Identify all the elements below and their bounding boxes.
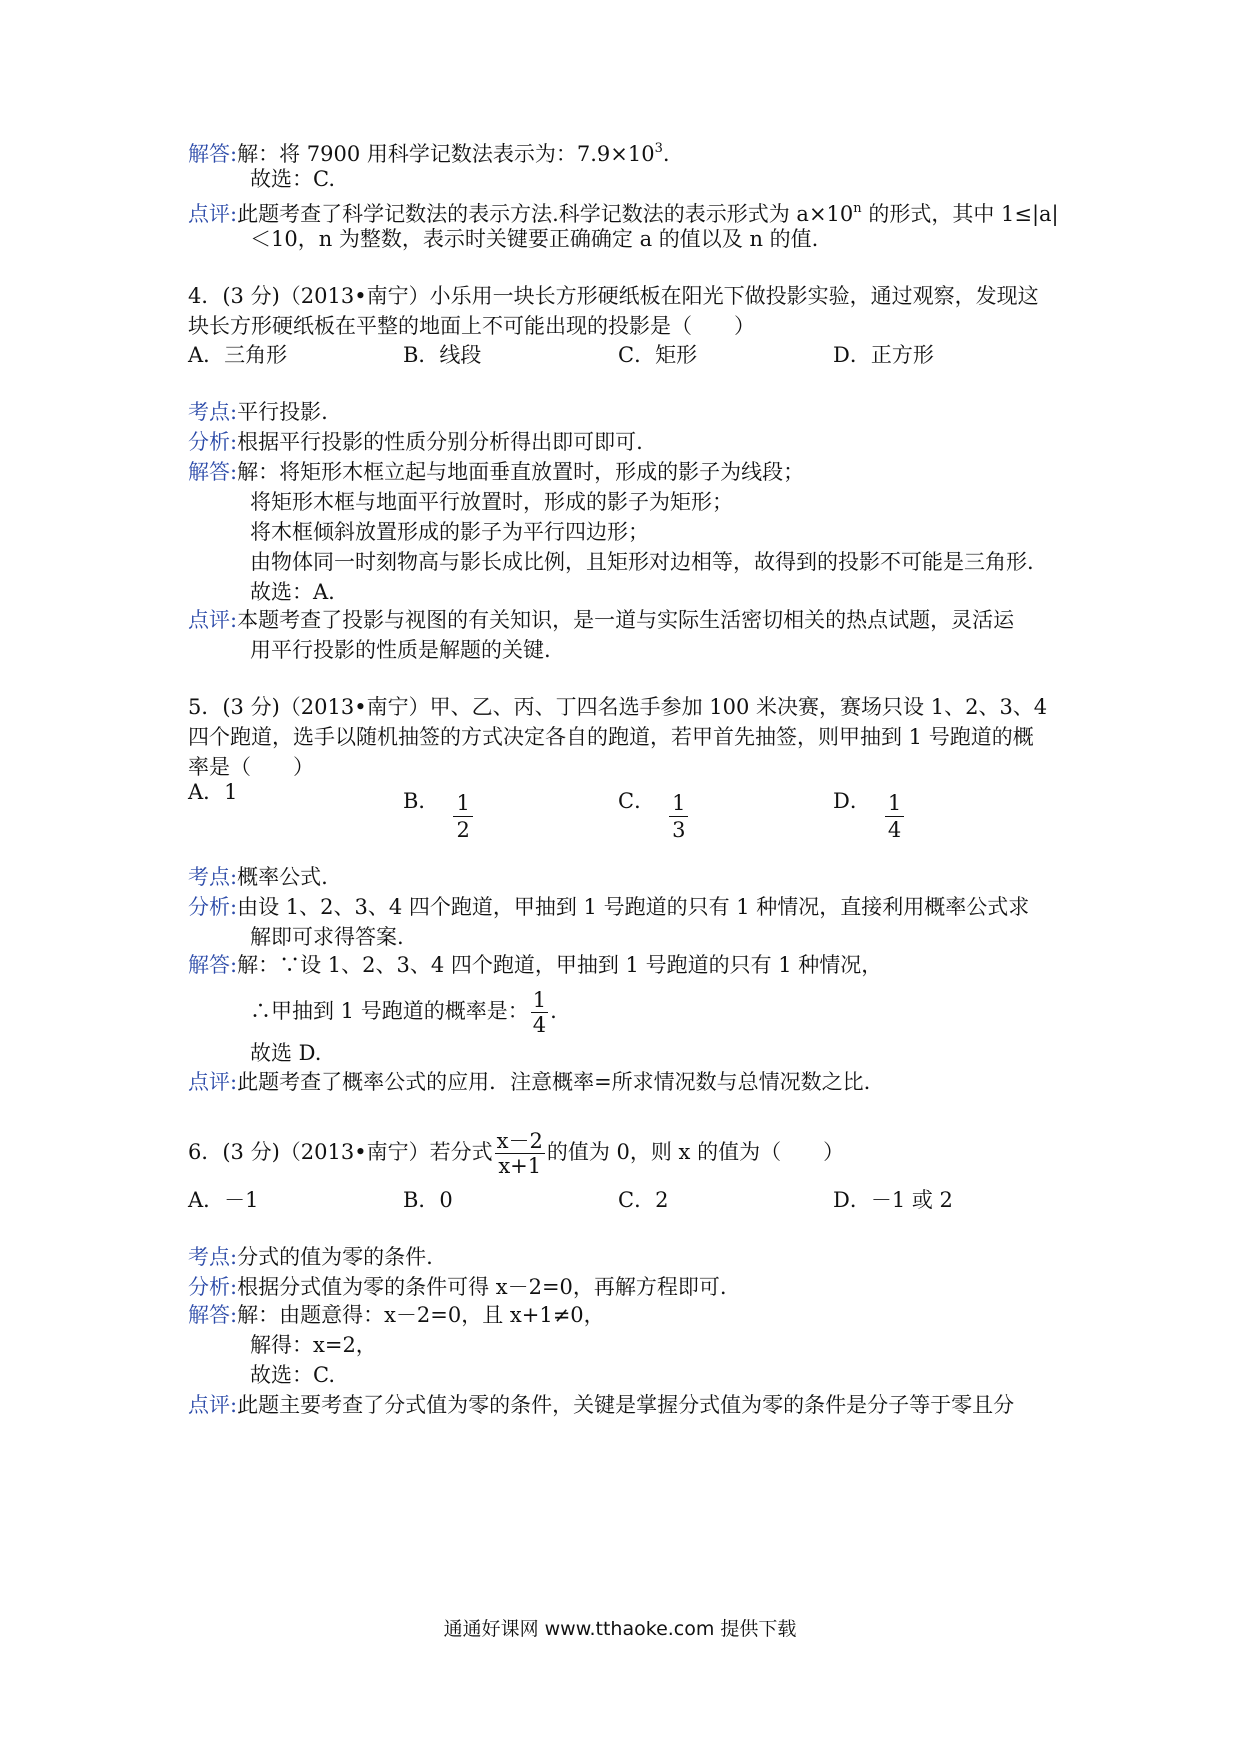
q5-options <box>188 776 1068 842</box>
answer-label: 解答: <box>188 142 238 166</box>
q6-options <box>188 1184 1068 1214</box>
comment-label: 点评: <box>188 202 238 226</box>
q4-options <box>188 339 1068 369</box>
q6-analysis: 分析:根据分式值为零的条件可得 x－2=0，再解方程即可. <box>188 1275 727 1299</box>
q5-option-c: C． $\frac{1}{3}$ <box>618 776 688 829</box>
top-answer-line-1: 解答:解：将 7900 用科学记数法表示为：$7.9\times 10^3$. <box>188 141 670 166</box>
q4-stem-line-1: 4．(3 分)（2013•南宁）小乐用一块长方形硬纸板在阳光下做投影实验，通过观察，发现这 <box>188 284 1039 308</box>
q4-option-d: D．正方形 <box>833 343 934 367</box>
q4-answer-line-5: 故选：A. <box>250 580 335 604</box>
q4-stem-line-2: 块长方形硬纸板在平整的地面上不可能出现的投影是（ ） <box>188 314 755 338</box>
q4-analysis: 分析:根据平行投影的性质分别分析得出即可即可. <box>188 430 643 454</box>
q5-keypoint: 考点:概率公式. <box>188 865 328 889</box>
q4-answer-line-4: 由物体同一时刻物高与影长成比例，且矩形对边相等，故得到的投影不可能是三角形. <box>250 550 1034 574</box>
q6-answer-line-1: 解答:解：由题意得：x－2=0，且 x+1≠0， <box>188 1303 605 1327</box>
q5-answer-line-3: 故选 D. <box>250 1041 322 1065</box>
q4-answer-line-2: 将矩形木框与地面平行放置时，形成的影子为矩形； <box>250 490 733 514</box>
q6-option-b: B．0 <box>403 1188 453 1212</box>
q4-option-c: C．矩形 <box>618 343 698 367</box>
q5-answer-line-2: ∴甲抽到 1 号跑道的概率是： $\frac{1}{4}$ . <box>250 988 557 1037</box>
top-answer-line-2: 故选：C. <box>250 167 335 191</box>
q5-comment: 点评:此题考查了概率公式的应用．注意概率=所求情况数与总情况数之比. <box>188 1070 871 1094</box>
q5-analysis-line-1: 分析:由设 1、2、3、4 四个跑道，甲抽到 1 号跑道的只有 1 种情况，直接利用概率公式求 <box>188 895 1030 919</box>
q5-stem-line-1: 5．(3 分)（2013•南宁）甲、乙、丙、丁四名选手参加 100 米决赛，赛场只设 1、2、3、4 <box>188 695 1048 719</box>
q4-answer-line-3: 将木框倾斜放置形成的影子为平行四边形； <box>250 520 649 544</box>
q6-option-a: A．－1 <box>188 1188 259 1212</box>
top-comment-line-1: 点评:此题考查了科学记数法的表示方法.科学记数法的表示形式为 $a\times 10^n$ 的形式，其中 1≤|a| <box>188 201 1059 226</box>
q6-comment: 点评:此题主要考查了分式值为零的条件，关键是掌握分式值为零的条件是分子等于零且分 <box>188 1393 1015 1417</box>
q5-option-b: B． $\frac{1}{2}$ <box>403 776 473 829</box>
q5-stem-line-3: 率是（ ） <box>188 755 314 779</box>
q6-stem: 6．(3 分)（2013•南宁）若分式 $\frac{x-2}{x+1}$ 的值为 0，则 x 的值为（ ） <box>188 1129 845 1178</box>
q5-stem-line-2: 四个跑道，选手以随机抽签的方式决定各自的跑道，若甲首先抽签，则甲抽到 1 号跑道的概 <box>188 725 1034 749</box>
q6-keypoint: 考点:分式的值为零的条件. <box>188 1245 433 1269</box>
q4-option-b: B．线段 <box>403 343 482 367</box>
q4-answer-line-1: 解答:解：将矩形木框立起与地面垂直放置时，形成的影子为线段； <box>188 460 805 484</box>
q5-answer-line-1: 解答:解：∵设 1、2、3、4 四个跑道，甲抽到 1 号跑道的只有 1 种情况， <box>188 953 883 977</box>
q4-comment-line-2: 用平行投影的性质是解题的关键. <box>250 638 551 662</box>
q4-comment-line-1: 点评:本题考查了投影与视图的有关知识，是一道与实际生活密切相关的热点试题，灵活运 <box>188 608 1015 632</box>
q6-answer-line-3: 故选：C. <box>250 1363 335 1387</box>
top-comment-line-2: ＜10，n 为整数，表示时关键要正确确定 a 的值以及 n 的值. <box>250 227 819 251</box>
q5-analysis-line-2: 解即可求得答案. <box>250 925 404 949</box>
q5-option-a: A．1 <box>188 780 238 804</box>
q6-option-d: D．－1 或 2 <box>833 1188 953 1212</box>
footer-credit: 通通好课网 www.tthaoke.com 提供下载 <box>443 1618 797 1640</box>
q5-option-d: D． $\frac{1}{4}$ <box>833 776 904 829</box>
q4-option-a: A．三角形 <box>188 343 288 367</box>
q6-option-c: C．2 <box>618 1188 669 1212</box>
q4-keypoint: 考点:平行投影. <box>188 400 328 424</box>
q6-answer-line-2: 解得：x=2， <box>250 1333 377 1357</box>
